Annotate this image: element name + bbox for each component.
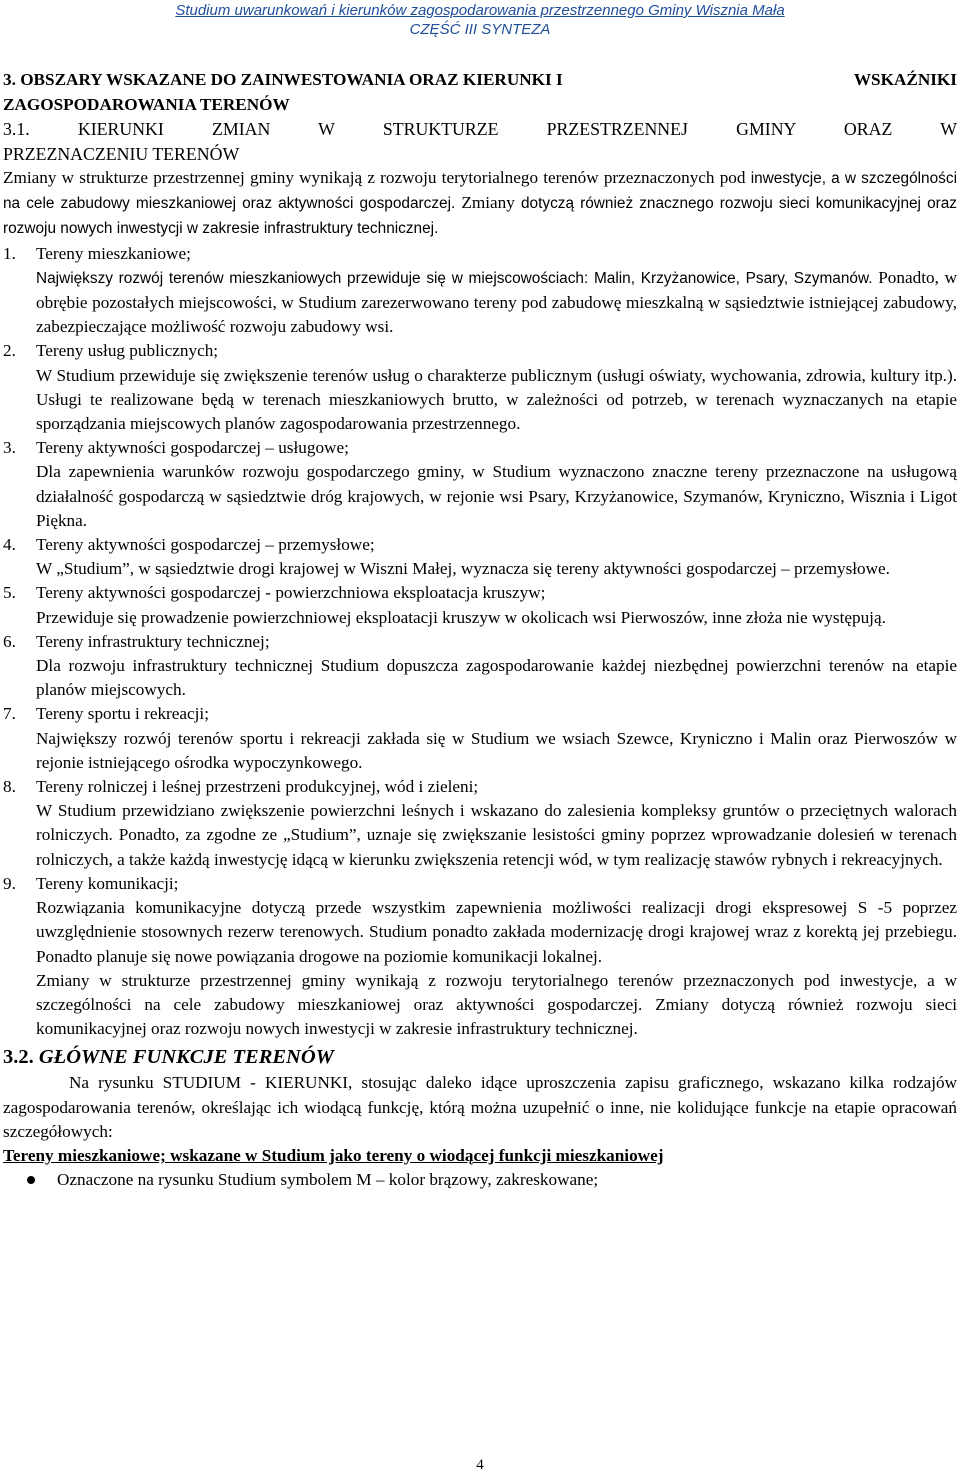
intro-part3: Zmiany <box>455 193 521 213</box>
main-content <box>3 68 957 1192</box>
list-item-label: Tereny mieszkaniowe; <box>36 243 191 263</box>
list-item-body: Dla zapewnienia warunków rozwoju gospodarczego gminy, w Studium wyznaczono znaczne tereny przeznaczone na usługową działalność gospodarczą w sąsiedztwie dróg krajowych, w rejonie wsi Psary, Krzyżanowice, Szymanów, Kryniczno, Wisznia i Ligot Piękna. <box>36 462 957 530</box>
header-part: CZĘŚĆ III SYNTEZA <box>409 21 551 38</box>
list-item <box>3 339 957 436</box>
section-3-1-heading-line1: 3.1. KIERUNKI ZMIAN W STRUKTURZE PRZESTRZENNEJ GMINY ORAZ W <box>3 119 957 139</box>
list-item-label: Tereny aktywności gospodarczej – przemysłowe; <box>36 535 375 555</box>
list-item-body: W Studium przewidziano zwiększenie powierzchni leśnych i wskazano do zalesienia kompleksy gruntów o przeciętnych walorach rolniczych. Ponadto, za zgodne ze „Studium”, uznaje się zwiększanie lesistości gminy poprzez wprowadzanie dolesień w terenach rolniczych, a także każdą inwestycję idącą w kierunku zwiększenia retencji wód, w tym realizację stawów rybnych i rekreacyjnych. <box>36 801 957 869</box>
functions-paragraph: Na rysunku STUDIUM - KIERUNKI, stosując daleko idące uproszczenia zapisu graficznego, wskazano kilka rodzajów zagospodarowania terenów, określając ich wiodącą funkcję, którą można uzupełnić o inne, nie kolidujące funkcje na etapie opracowań szczegółowych: <box>3 1073 957 1141</box>
section-3-heading-right: WSKAŹNIKI <box>853 70 957 89</box>
section-3-2-number: 3.2. <box>3 1046 34 1069</box>
list-item-body-rest: Ponadto, w obrębie pozostałych miejscowości, w Studium zarezerwowano tereny pod zabudowę mieszkalną w sąsiedztwie istniejącej zabudowy, zabezpieczające możliwość rozwoju zabudowy wsi. <box>36 267 958 337</box>
list-item-body-continued: Zmiany w strukturze przestrzennej gminy wynikają z rozwoju terytorialnego terenów przeznaczonych pod inwestycje, a w szczególności na cele zabudowy mieszkaniowej oraz aktywności gospodarczej. Zmiany dotyczą również rozwoju sieci komunikacyjnej oraz rozwoju nowych inwestycji w zakresie infrastruktury technicznej. <box>36 970 957 1039</box>
list-item-body: Największy rozwój terenów sportu i rekreacji zakłada się w Studium we wsiach Szewce, Kryniczno i Malin oraz Pierwoszów w rejonie istniejącego ośrodka wypoczynkowego. <box>36 728 957 772</box>
list-item-body-sans: Największy rozwój terenów mieszkaniowych przewiduje się w miejscowościach: Malin, Krzyżanowice, Psary, Szymanów. <box>36 269 873 287</box>
list-item-number: 5. <box>3 583 16 603</box>
list-item <box>3 581 957 629</box>
list-item-number: 6. <box>3 631 16 651</box>
intro-paragraph <box>3 166 957 242</box>
list-item <box>3 242 957 340</box>
list-item-number: 7. <box>3 704 16 724</box>
section-3-heading <box>3 68 957 117</box>
bullet-dot-icon <box>27 1176 35 1184</box>
list-item-number: 1. <box>3 243 16 263</box>
list-item-label: Tereny infrastruktury technicznej; <box>36 631 270 651</box>
intro-part2: inwestycje, a w szczególności na cele zabudowy mieszkaniowej oraz aktywności gospodarczej. <box>3 170 957 213</box>
list-item-number: 8. <box>3 777 16 797</box>
list-item <box>3 630 957 703</box>
list-item-body: W „Studium”, w sąsiedztwie drogi krajowej w Wiszni Małej, wyznacza się tereny aktywności gospodarczej – przemysłowe. <box>36 559 890 579</box>
section-3-heading-line2: ZAGOSPODAROWANIA TERENÓW <box>3 94 290 114</box>
intro-part1: Zmiany w strukturze przestrzennej gminy wynikają z rozwoju terytorialnego terenów przeznaczonych pod <box>3 168 751 187</box>
list-item <box>3 436 957 533</box>
list-item-number: 3. <box>3 438 16 458</box>
section-3-1-heading-line2: PRZEZNACZENIU TERENÓW <box>3 143 240 164</box>
page-number: 4 <box>476 1457 484 1473</box>
list-item-number: 4. <box>3 535 16 555</box>
list-item-label: Tereny aktywności gospodarczej - powierzchniowa eksploatacja kruszyw; <box>36 583 546 603</box>
list-item-label: Tereny usług publicznych; <box>36 341 219 361</box>
header-title: Studium uwarunkowań i kierunków zagospodarowania przestrzennego Gminy Wisznia Mała <box>175 2 785 19</box>
list-item <box>3 702 957 775</box>
bullet-item <box>3 1168 957 1192</box>
list-item-body: Rozwiązania komunikacyjne dotyczą przede wszystkim zapewnienia możliwości realizacji drogi ekspresowej S -5 poprzez uwzględnienie stosownych rezerw terenowych. Studium ponadto zakłada modernizację drogi krajowej wraz z korektą jej przebiegu. Ponadto planuje się nowe powiązania drogowe na poziomie komunikacji lokalnej. <box>36 898 957 966</box>
list-item-label: Tereny aktywności gospodarczej – usługowe; <box>36 438 349 458</box>
section-3-1-heading <box>3 117 957 166</box>
list-item-number: 9. <box>3 873 16 893</box>
list-item <box>3 775 957 872</box>
list-item <box>3 872 957 1041</box>
section-3-2-heading <box>3 1044 957 1071</box>
running-header <box>0 0 960 39</box>
intro-part4: dotyczą również znacznego rozwoju sieci komunikacyjnej oraz rozwoju nowych inwestycji w zakresie infrastruktury technicznej. <box>3 195 958 238</box>
list-item-body <box>36 266 957 340</box>
list-item-body: Przewiduje się prowadzenie powierzchniowej eksploatacji kruszyw w okolicach wsi Pierwoszów, inne złoża nie występują. <box>36 607 886 627</box>
bullet-text: Oznaczone na rysunku Studium symbolem M – kolor brązowy, zakreskowane; <box>57 1170 599 1190</box>
list-item-label: Tereny rolniczej i leśnej przestrzeni produkcyjnej, wód i zieleni; <box>36 777 479 797</box>
list-item-body: Dla rozwoju infrastruktury technicznej Studium dopuszcza zagospodarowanie każdej niezbędnej powierzchni terenów na etapie planów miejscowych. <box>36 656 957 700</box>
list-item-label: Tereny komunikacji; <box>36 873 179 893</box>
list-item-label: Tereny sportu i rekreacji; <box>36 704 209 724</box>
list-item-body: W Studium przewiduje się zwiększenie terenów usług o charakterze publicznym (usługi oświaty, wychowania, zdrowia, kultury itp.). Usługi te realizowane będą w terenach mieszkaniowych brutto, w zależności od potrzeb, w terenach wyznaczanych na etapie sporządzania miejscowych planów zagospodarowania przestrzennego. <box>36 365 957 434</box>
section-3-heading-left: 3. OBSZARY WSKAZANE DO ZAINWESTOWANIA ORAZ KIERUNKI I <box>3 70 563 89</box>
list-item <box>3 533 957 581</box>
residential-areas-heading: Tereny mieszkaniowe; wskazane w Studium jako tereny o wiodącej funkcji mieszkaniowej <box>3 1145 664 1165</box>
section-3-2-title: GŁÓWNE FUNKCJE TERENÓW <box>38 1046 334 1069</box>
list-item-number: 2. <box>3 341 16 361</box>
